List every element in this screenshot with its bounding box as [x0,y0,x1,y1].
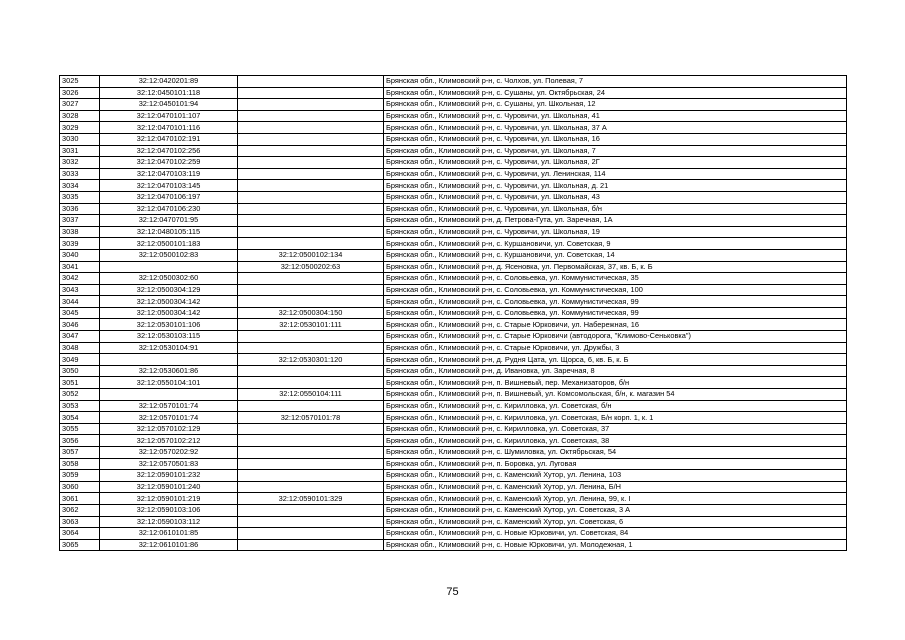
table-row [60,110,847,122]
address-cell: Брянская обл., Климовский р-н, с. Чуровичи, ул. Ленинская, 114 [384,168,847,180]
registry-table [59,75,847,551]
related-cadastral-cell: 32:12:0590101:329 [238,493,384,505]
table-row [60,458,847,470]
related-cadastral-cell [238,133,384,145]
row-number-cell: 3055 [60,423,100,435]
address-cell: Брянская обл., Климовский р-н, с. Старые Юрковичи, ул. Набережная, 16 [384,319,847,331]
cadastral-number-cell: 32:12:0470101:107 [100,110,238,122]
address-cell: Брянская обл., Климовский р-н, с. Сушаны, ул. Школьная, 12 [384,99,847,111]
address-cell: Брянская обл., Климовский р-н, д. Ивановка, ул. Заречная, 8 [384,365,847,377]
row-number-cell: 3031 [60,145,100,157]
row-number-cell: 3048 [60,342,100,354]
row-number-cell: 3060 [60,481,100,493]
row-number-cell: 3059 [60,470,100,482]
cadastral-number-cell: 32:12:0570101:74 [100,412,238,424]
table-row [60,284,847,296]
table-row [60,76,847,88]
related-cadastral-cell [238,284,384,296]
table-row [60,203,847,215]
row-number-cell: 3057 [60,447,100,459]
address-cell: Брянская обл., Климовский р-н, с. Чолхов, ул. Полевая, 7 [384,76,847,88]
related-cadastral-cell [238,203,384,215]
cadastral-number-cell: 32:12:0570102:129 [100,423,238,435]
table-row [60,539,847,551]
address-cell: Брянская обл., Климовский р-н, с. Новые Юрковичи, ул. Молодежная, 1 [384,539,847,551]
table-row [60,249,847,261]
cadastral-number-cell: 32:12:0530101:106 [100,319,238,331]
cadastral-number-cell: 32:12:0500101:183 [100,238,238,250]
related-cadastral-cell [238,157,384,169]
related-cadastral-cell [238,122,384,134]
row-number-cell: 3046 [60,319,100,331]
address-cell: Брянская обл., Климовский р-н, п. Боровка, ул. Луговая [384,458,847,470]
related-cadastral-cell [238,168,384,180]
cadastral-number-cell: 32:12:0480105:115 [100,226,238,238]
row-number-cell: 3037 [60,215,100,227]
row-number-cell: 3063 [60,516,100,528]
address-cell: Брянская обл., Климовский р-н, с. Чуровичи, ул. Школьная, 19 [384,226,847,238]
cadastral-number-cell: 32:12:0470102:259 [100,157,238,169]
table-row [60,342,847,354]
related-cadastral-cell [238,180,384,192]
cadastral-number-cell: 32:12:0610101:85 [100,528,238,540]
cadastral-number-cell: 32:12:0530601:86 [100,365,238,377]
table-row [60,354,847,366]
related-cadastral-cell [238,470,384,482]
table-row [60,191,847,203]
table-row [60,528,847,540]
cadastral-number-cell: 32:12:0420201:89 [100,76,238,88]
row-number-cell: 3049 [60,354,100,366]
cadastral-number-cell: 32:12:0500304:142 [100,296,238,308]
row-number-cell: 3044 [60,296,100,308]
cadastral-number-cell: 32:12:0450101:118 [100,87,238,99]
table-row [60,481,847,493]
related-cadastral-cell [238,400,384,412]
table-row [60,400,847,412]
related-cadastral-cell [238,226,384,238]
table-row [60,273,847,285]
address-cell: Брянская обл., Климовский р-н, с. Кирилловка, ул. Советская, 37 [384,423,847,435]
row-number-cell: 3035 [60,191,100,203]
row-number-cell: 3034 [60,180,100,192]
related-cadastral-cell: 32:12:0530301:120 [238,354,384,366]
table-row [60,435,847,447]
cadastral-number-cell [100,389,238,401]
table-row [60,447,847,459]
table-row [60,168,847,180]
table-row [60,296,847,308]
table-row [60,319,847,331]
table-row [60,307,847,319]
related-cadastral-cell: 32:12:0500304:150 [238,307,384,319]
table-row [60,133,847,145]
related-cadastral-cell [238,481,384,493]
table-row [60,423,847,435]
address-cell: Брянская обл., Климовский р-н, с. Чуровичи, ул. Школьная, 16 [384,133,847,145]
row-number-cell: 3033 [60,168,100,180]
cadastral-number-cell: 32:12:0570101:74 [100,400,238,412]
table-row [60,470,847,482]
cadastral-number-cell: 32:12:0470106:230 [100,203,238,215]
cadastral-number-cell: 32:12:0570202:92 [100,447,238,459]
table-row [60,504,847,516]
related-cadastral-cell [238,110,384,122]
related-cadastral-cell [238,435,384,447]
address-cell: Брянская обл., Климовский р-н, с. Кирилловка, ул. Советская, Б/н корп. 1, к. 1 [384,412,847,424]
cadastral-number-cell: 32:12:0500102:83 [100,249,238,261]
table-row [60,412,847,424]
cadastral-number-cell: 32:12:0500304:142 [100,307,238,319]
address-cell: Брянская обл., Климовский р-н, с. Чуровичи, ул. Школьная, д. 21 [384,180,847,192]
related-cadastral-cell [238,342,384,354]
related-cadastral-cell [238,87,384,99]
address-cell: Брянская обл., Климовский р-н, с. Каменский Хутор, ул. Советская, 3 А [384,504,847,516]
related-cadastral-cell [238,215,384,227]
table-row [60,331,847,343]
address-cell: Брянская обл., Климовский р-н, с. Соловьевка, ул. Коммунистическая, 100 [384,284,847,296]
address-cell: Брянская обл., Климовский р-н, с. Каменский Хутор, ул. Ленина, 103 [384,470,847,482]
address-cell: Брянская обл., Климовский р-н, с. Соловьевка, ул. Коммунистическая, 35 [384,273,847,285]
related-cadastral-cell [238,191,384,203]
related-cadastral-cell [238,365,384,377]
row-number-cell: 3040 [60,249,100,261]
row-number-cell: 3050 [60,365,100,377]
cadastral-number-cell: 32:12:0570102:212 [100,435,238,447]
row-number-cell: 3051 [60,377,100,389]
related-cadastral-cell [238,145,384,157]
row-number-cell: 3027 [60,99,100,111]
cadastral-number-cell: 32:12:0470103:119 [100,168,238,180]
table-row [60,145,847,157]
table-row [60,238,847,250]
cadastral-number-cell: 32:12:0590101:240 [100,481,238,493]
address-cell: Брянская обл., Климовский р-н, с. Новые Юрковичи, ул. Советская, 84 [384,528,847,540]
address-cell: Брянская обл., Климовский р-н, д. Рудня Цата, ул. Щорса, 6, кв. Б, к. Б [384,354,847,366]
related-cadastral-cell: 32:12:0500202:63 [238,261,384,273]
address-cell: Брянская обл., Климовский р-н, с. Соловьевка, ул. Коммунистическая, 99 [384,296,847,308]
cadastral-number-cell: 32:12:0590101:232 [100,470,238,482]
address-cell: Брянская обл., Климовский р-н, с. Чуровичи, ул. Школьная, 7 [384,145,847,157]
table-row [60,215,847,227]
address-cell: Брянская обл., Климовский р-н, п. Вишневый, ул. Комсомольская, б/н, к. магазин 54 [384,389,847,401]
table-row [60,493,847,505]
address-cell: Брянская обл., Климовский р-н, с. Чуровичи, ул. Школьная, 43 [384,191,847,203]
address-cell: Брянская обл., Климовский р-н, с. Соловьевка, ул. Коммунистическая, 99 [384,307,847,319]
row-number-cell: 3065 [60,539,100,551]
row-number-cell: 3030 [60,133,100,145]
row-number-cell: 3053 [60,400,100,412]
related-cadastral-cell [238,76,384,88]
related-cadastral-cell: 32:12:0530101:111 [238,319,384,331]
address-cell: Брянская обл., Климовский р-н, д. Петрова-Гута, ул. Заречная, 1А [384,215,847,227]
related-cadastral-cell [238,238,384,250]
row-number-cell: 3025 [60,76,100,88]
address-cell: Брянская обл., Климовский р-н, с. Каменский Хутор, ул. Ленина, Б/Н [384,481,847,493]
related-cadastral-cell: 32:12:0550104:111 [238,389,384,401]
row-number-cell: 3064 [60,528,100,540]
table-row [60,180,847,192]
row-number-cell: 3054 [60,412,100,424]
related-cadastral-cell [238,516,384,528]
related-cadastral-cell [238,539,384,551]
row-number-cell: 3039 [60,238,100,250]
cadastral-number-cell: 32:12:0590101:219 [100,493,238,505]
cadastral-number-cell: 32:12:0590103:112 [100,516,238,528]
cadastral-number-cell: 32:12:0530104:91 [100,342,238,354]
cadastral-number-cell: 32:12:0450101:94 [100,99,238,111]
address-cell: Брянская обл., Климовский р-н, с. Старые Юрковичи (автодорога, "Климово-Сеньковка") [384,331,847,343]
table-row [60,516,847,528]
table-row [60,226,847,238]
address-cell: Брянская обл., Климовский р-н, с. Куршановичи, ул. Советская, 9 [384,238,847,250]
cadastral-number-cell: 32:12:0590103:106 [100,504,238,516]
row-number-cell: 3041 [60,261,100,273]
address-cell: Брянская обл., Климовский р-н, с. Шумиловка, ул. Октябрьская, 54 [384,447,847,459]
address-cell: Брянская обл., Климовский р-н, д. Ясеновка, ул. Первомайская, 37, кв. Б, к. Б [384,261,847,273]
row-number-cell: 3029 [60,122,100,134]
row-number-cell: 3026 [60,87,100,99]
address-cell: Брянская обл., Климовский р-н, с. Каменский Хутор, ул. Советская, 6 [384,516,847,528]
cadastral-number-cell: 32:12:0470102:256 [100,145,238,157]
row-number-cell: 3058 [60,458,100,470]
row-number-cell: 3038 [60,226,100,238]
related-cadastral-cell [238,377,384,389]
page-number: 75 [446,586,459,598]
cadastral-number-cell: 32:12:0500302:60 [100,273,238,285]
related-cadastral-cell [238,447,384,459]
cadastral-number-cell: 32:12:0550104:101 [100,377,238,389]
row-number-cell: 3042 [60,273,100,285]
table-row [60,377,847,389]
related-cadastral-cell: 32:12:0500102:134 [238,249,384,261]
address-cell: Брянская обл., Климовский р-н, с. Куршановичи, ул. Советская, 14 [384,249,847,261]
table-row [60,122,847,134]
row-number-cell: 3052 [60,389,100,401]
row-number-cell: 3032 [60,157,100,169]
related-cadastral-cell [238,423,384,435]
related-cadastral-cell [238,504,384,516]
cadastral-number-cell [100,354,238,366]
address-cell: Брянская обл., Климовский р-н, с. Чуровичи, ул. Школьная, 2Г [384,157,847,169]
address-cell: Брянская обл., Климовский р-н, с. Кирилловка, ул. Советская, б/н [384,400,847,412]
address-cell: Брянская обл., Климовский р-н, п. Вишневый, пер. Механизаторов, б/н [384,377,847,389]
address-cell: Брянская обл., Климовский р-н, с. Чуровичи, ул. Школьная, б/н [384,203,847,215]
table-row [60,365,847,377]
cadastral-number-cell: 32:12:0530103:115 [100,331,238,343]
cadastral-number-cell: 32:12:0470701:95 [100,215,238,227]
table-row [60,99,847,111]
table-row [60,157,847,169]
cadastral-number-cell: 32:12:0500304:129 [100,284,238,296]
address-cell: Брянская обл., Климовский р-н, с. Чуровичи, ул. Школьная, 41 [384,110,847,122]
related-cadastral-cell [238,331,384,343]
registry-table-body [60,76,847,551]
row-number-cell: 3062 [60,504,100,516]
row-number-cell: 3047 [60,331,100,343]
related-cadastral-cell [238,273,384,285]
cadastral-number-cell: 32:12:0610101:86 [100,539,238,551]
table-row [60,389,847,401]
address-cell: Брянская обл., Климовский р-н, с. Чуровичи, ул. Школьная, 37 А [384,122,847,134]
related-cadastral-cell [238,99,384,111]
cadastral-number-cell: 32:12:0570501:83 [100,458,238,470]
related-cadastral-cell [238,528,384,540]
row-number-cell: 3043 [60,284,100,296]
address-cell: Брянская обл., Климовский р-н, с. Старые Юрковичи, ул. Дружбы, 3 [384,342,847,354]
cadastral-number-cell: 32:12:0470101:116 [100,122,238,134]
cadastral-number-cell: 32:12:0470103:145 [100,180,238,192]
row-number-cell: 3056 [60,435,100,447]
related-cadastral-cell [238,296,384,308]
address-cell: Брянская обл., Климовский р-н, с. Кирилловка, ул. Советская, 38 [384,435,847,447]
table-row [60,87,847,99]
address-cell: Брянская обл., Климовский р-н, с. Сушаны, ул. Октябрьская, 24 [384,87,847,99]
row-number-cell: 3028 [60,110,100,122]
row-number-cell: 3061 [60,493,100,505]
related-cadastral-cell: 32:12:0570101:78 [238,412,384,424]
address-cell: Брянская обл., Климовский р-н, с. Каменский Хутор, ул. Ленина, 99, к. I [384,493,847,505]
row-number-cell: 3045 [60,307,100,319]
cadastral-number-cell [100,261,238,273]
related-cadastral-cell [238,458,384,470]
cadastral-number-cell: 32:12:0470106:197 [100,191,238,203]
row-number-cell: 3036 [60,203,100,215]
cadastral-number-cell: 32:12:0470102:191 [100,133,238,145]
table-row [60,261,847,273]
